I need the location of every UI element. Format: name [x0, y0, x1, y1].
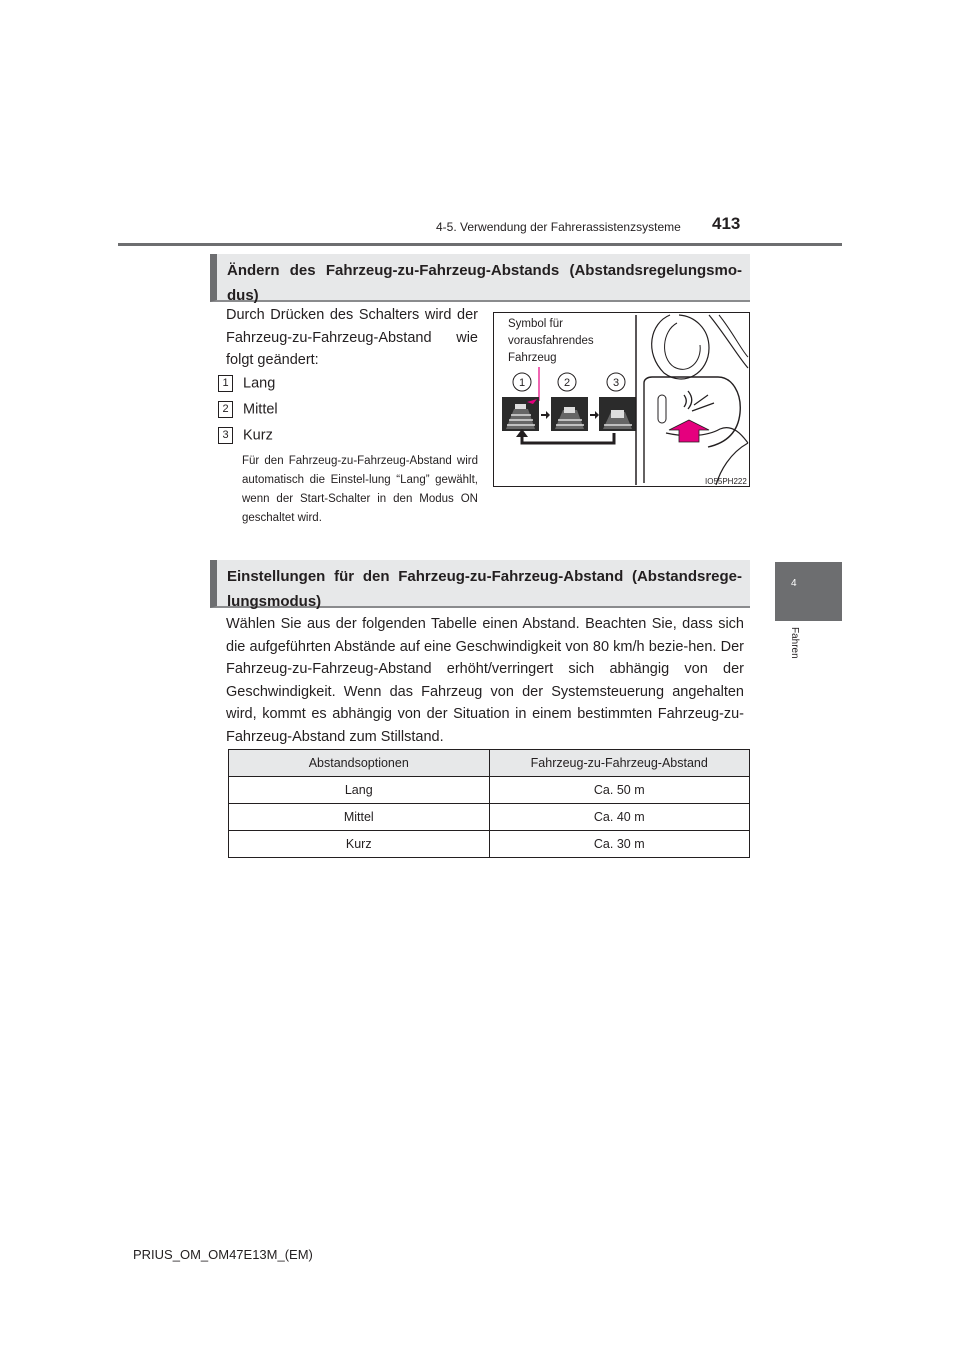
table-header-cell: Abstandsoptionen: [229, 750, 490, 777]
figure-number-3: 3: [612, 377, 620, 389]
footer-document-code: PRIUS_OM_OM47E13M_(EM): [133, 1247, 313, 1262]
option-number: 2: [218, 401, 233, 418]
option-label: Mittel: [243, 401, 278, 418]
press-arrow-icon: [669, 420, 709, 442]
table-header-row: [229, 750, 750, 777]
section-heading-distance-change: Ändern des Fahrzeug-zu-Fahrzeug-Abstands (Abstandsregelungsmo-dus): [210, 254, 750, 302]
option-item: [218, 375, 275, 392]
display-middle-icon: [551, 397, 588, 431]
table-row: [229, 804, 750, 831]
header-section-title: 4-5. Verwendung der Fahrerassistenzsysteme: [436, 220, 681, 234]
figure-drawing: [494, 313, 749, 486]
table-cell: Ca. 40 m: [489, 804, 750, 831]
callout-line-2: vorausfahrendes: [508, 335, 594, 347]
table-cell: Mittel: [229, 804, 490, 831]
table-row: [229, 831, 750, 858]
arrow-icon: [590, 411, 599, 419]
figure-number-1: 1: [518, 377, 526, 389]
table-cell: Kurz: [229, 831, 490, 858]
option-item: [218, 401, 278, 418]
table-cell: Ca. 50 m: [489, 777, 750, 804]
chapter-tab: [775, 562, 842, 621]
section-heading-distance-settings: Einstellungen für den Fahrzeug-zu-Fahrzeug-Abstand (Abstandsrege-lungsmodus): [210, 560, 750, 608]
arrow-icon: [541, 411, 550, 419]
note-paragraph: Für den Fahrzeug-zu-Fahrzeug-Abstand wird automatisch die Einstel-lung “Lang” gewählt, wenn der Start-Schalter in den Modus ON geschaltet wird.: [242, 455, 478, 524]
table-row: [229, 777, 750, 804]
callout-line-3: Fahrzeug: [508, 352, 557, 364]
distance-switch-figure: [493, 312, 750, 487]
option-label: Kurz: [243, 427, 273, 444]
option-number: 1: [218, 375, 233, 392]
intro-paragraph: Durch Drücken des Schalters wird der Fahrzeug-zu-Fahrzeug-Abstand wie folgt geändert:: [226, 307, 478, 368]
distance-table: [228, 749, 750, 858]
option-number: 3: [218, 427, 233, 444]
table-cell: Lang: [229, 777, 490, 804]
display-short-icon: [599, 397, 636, 431]
callout-line-1: Symbol für: [508, 318, 563, 330]
display-long-icon: [502, 397, 539, 431]
chapter-label: Fahren: [789, 627, 800, 659]
cycle-return-line: [522, 433, 614, 443]
table-header-cell: Fahrzeug-zu-Fahrzeug-Abstand: [489, 750, 750, 777]
table-cell: Ca. 30 m: [489, 831, 750, 858]
figure-code: IO55PH222: [705, 477, 747, 486]
chapter-number: 4: [791, 578, 797, 589]
option-label: Lang: [243, 375, 276, 392]
header-rule: [118, 243, 842, 246]
option-item: [218, 427, 273, 444]
page-number: 413: [712, 214, 741, 233]
figure-number-2: 2: [563, 377, 571, 389]
settings-paragraph: Wählen Sie aus der folgenden Tabelle einen Abstand. Beachten Sie, dass sich die aufgeführten Abstände auf eine Geschwindigkeit von 80 km/h bezie-hen. Der Fahrzeug-zu-Fahrzeug-Abstand erhöht/verringert sich abhängig von der Geschwindigkeit. Wenn das Fahrzeug von der Systemsteuerung angehalten wird, kommt es abhängig von der Situation in einem bestimmten Fahrzeug-zu-Fahrzeug-Abstand zum Stillstand.: [226, 616, 744, 745]
steering-switch-drawing: [644, 315, 748, 485]
